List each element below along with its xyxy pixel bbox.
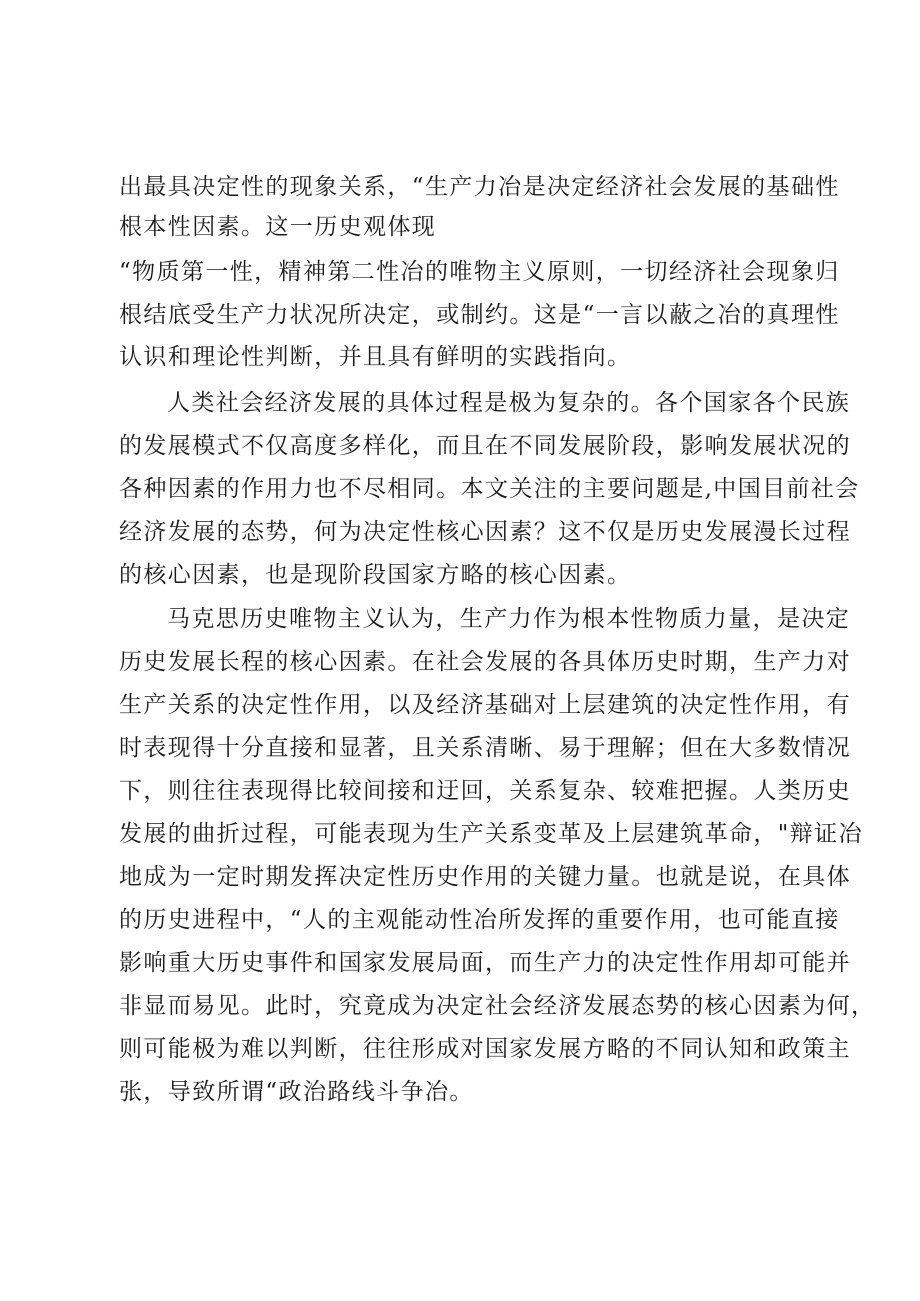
text-line: 地成为一定时期发挥决定性历史作用的关键力量。也就是说，在具体 (119, 864, 851, 890)
text-line: 认识和理论性判断，并且具有鲜明的实践指向。 (119, 344, 632, 370)
text-line: 的历史进程中，“人的主观能动性冶所发挥的重要作用，也可能直接 (119, 907, 840, 933)
text-line: 历史发展长程的核心因素。在社会发展的各具体历史时期，生产力对 (119, 649, 851, 675)
text-line: 则可能极为难以判断，往往形成对国家发展方略的不同认知和政策主 (119, 1036, 851, 1062)
text-line: 时表现得十分直接和显著，且关系清晰、易于理解；但在大多数情况 (119, 735, 851, 761)
text-line: 影响重大历史事件和国家发展局面，而生产力的决定性作用却可能并 (119, 950, 851, 976)
text-line: 非显而易见。此时，究竟成为决定社会经济发展态势的核心因素为何， (119, 993, 876, 1019)
text-line: 马克思历史唯物主义认为，生产力作为根本性物质力量，是决定 (167, 606, 851, 632)
text-line: 各种因素的作用力也不尽相同。本文关注的主要问题是,中国目前社会 (119, 476, 860, 502)
text-line: 根结底受生产力状况所决定，或制约。这是“一言以蔽之冶的真理性 (119, 302, 840, 328)
text-line: 经济发展的态势，何为决定性核心因素？这不仅是历史发展漫长过程 (119, 519, 851, 545)
text-line: 出最具决定性的现象关系，“生产力冶是决定经济社会发展的基础性 (119, 174, 840, 200)
text-line: 生产关系的决定性作用，以及经济基础对上层建筑的决定性作用，有 (119, 692, 851, 718)
text-line: 的核心因素，也是现阶段国家方略的核心因素。 (119, 562, 632, 588)
text-line: 人类社会经济发展的具体过程是极为复杂的。各个国家各个民族 (167, 390, 851, 416)
text-line: “物质第一性，精神第二性冶的唯物主义原则，一切经济社会现象归 (119, 259, 840, 285)
text-line: 张，导致所谓“政治路线斗争冶。 (119, 1079, 474, 1105)
text-line: 发展的曲折过程，可能表现为生产关系变革及上层建筑革命，"辩证冶 (119, 821, 863, 847)
text-line: 的发展模式不仅高度多样化，而且在不同发展阶段，影响发展状况的 (119, 433, 851, 459)
text-line: 下，则往往表现得比较间接和迂回，关系复杂、较难把握。人类历史 (119, 778, 851, 804)
text-line: 根本性因素。这一历史观体现 (119, 214, 437, 240)
